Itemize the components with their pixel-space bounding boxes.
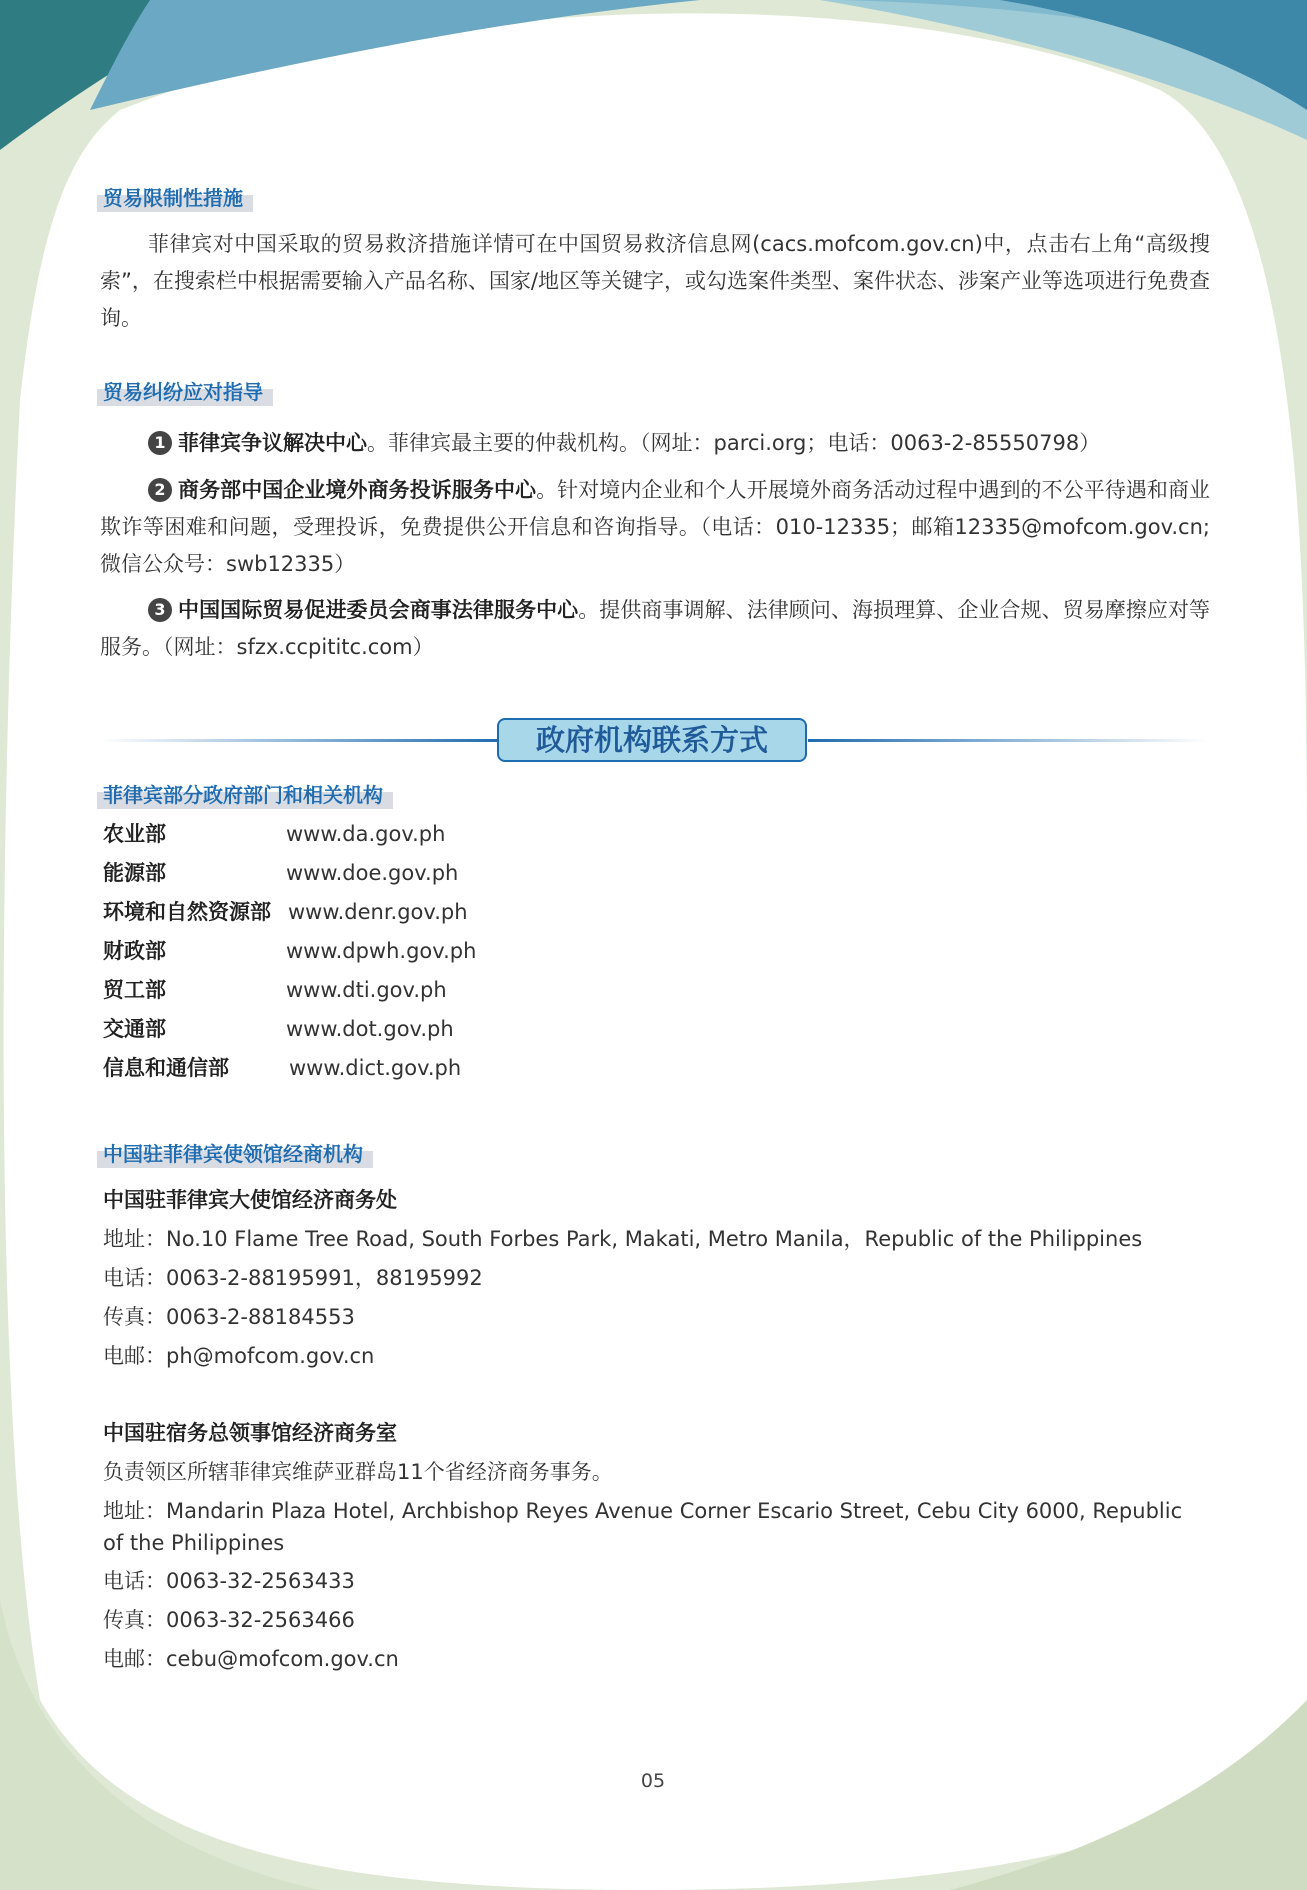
department-url: www.denr.gov.ph	[288, 900, 468, 924]
dispute-item-text: 。针对境内企业和个人开展境外商务活动过程中遇到的不公平待遇和商业欺诈等困难和问题，受理投诉，免费提供公开信息和咨询指导。（电话：010-12335；邮箱12335@mofcom.gov.cn; 微信公众号：swb12335）	[100, 478, 1211, 576]
department-url: www.dot.gov.ph	[286, 1017, 454, 1041]
consulate-address: 地址：Mandarin Plaza Hotel, Archbishop Reyes Avenue Corner Escario Street, Cebu City 6000, Republic of the Philippines	[103, 1499, 1183, 1555]
trade-restriction-text: 菲律宾对中国采取的贸易救济措施详情可在中国贸易救济信息网(cacs.mofcom.gov.cn)中，点击右上角“高级搜索”，在搜索栏中根据需要输入产品名称、国家/地区等关键字，或勾选案件类型、案件状态、涉案产业等选项进行免费查询。	[100, 232, 1210, 330]
department-name: 农业部	[103, 822, 166, 846]
departments-heading: 菲律宾部分政府部门和相关机构	[97, 781, 393, 809]
dispute-item-text: 。菲律宾最主要的仲裁机构。（网址：parci.org；电话：0063-2-85550798）	[367, 431, 1101, 455]
department-url: www.dict.gov.ph	[289, 1056, 462, 1080]
department-url: www.dpwh.gov.ph	[286, 939, 477, 963]
contacts-banner: 政府机构联系方式	[497, 718, 807, 762]
dispute-item-2	[100, 472, 1210, 583]
dispute-item-text: 。提供商事调解、法律顾问、海损理算、企业合规、贸易摩擦应对等服务。（网址：sfzx.ccpititc.com）	[100, 598, 1211, 659]
trade-restriction-heading: 贸易限制性措施	[97, 184, 253, 212]
dispute-item-title: 菲律宾争议解决中心	[178, 431, 367, 455]
embassy-address: 地址：No.10 Flame Tree Road, South Forbes Park, Makati, Metro Manila，Republic of the Philippines	[103, 1227, 1143, 1251]
embassy-phone: 电话：0063-2-88195991，88195992	[103, 1266, 483, 1290]
consulate-scope: 负责领区所辖菲律宾维萨亚群岛11个省经济商务事务。	[103, 1460, 613, 1484]
department-name: 信息和通信部	[103, 1056, 229, 1080]
page-number: 05	[640, 1770, 666, 1792]
embassy-email: 电邮：ph@mofcom.gov.cn	[103, 1344, 375, 1368]
number-badge: 1	[148, 431, 172, 455]
consulate-email: 电邮：cebu@mofcom.gov.cn	[103, 1647, 399, 1671]
consulate-name: 中国驻宿务总领事馆经济商务室	[103, 1421, 397, 1445]
dispute-item-title: 中国国际贸易促进委员会商事法律服务中心	[178, 598, 579, 622]
dispute-item-3	[100, 592, 1210, 666]
banner-line-right	[808, 739, 1208, 742]
embassy-name: 中国驻菲律宾大使馆经济商务处	[103, 1188, 397, 1212]
department-name: 贸工部	[103, 978, 166, 1002]
consulate-fax: 传真：0063-32-2563466	[103, 1608, 355, 1632]
number-badge: 2	[148, 478, 172, 502]
embassy-fax: 传真：0063-2-88184553	[103, 1305, 355, 1329]
department-name: 财政部	[103, 939, 166, 963]
department-url: www.dti.gov.ph	[286, 978, 447, 1002]
department-url: www.doe.gov.ph	[286, 861, 459, 885]
department-name: 能源部	[103, 861, 166, 885]
missions-heading: 中国驻菲律宾使领馆经商机构	[97, 1140, 373, 1168]
consulate-phone: 电话：0063-32-2563433	[103, 1569, 355, 1593]
banner-line-left	[100, 739, 500, 742]
department-name: 交通部	[103, 1017, 166, 1041]
department-url: www.da.gov.ph	[286, 822, 446, 846]
dispute-item-title: 商务部中国企业境外商务投诉服务中心	[178, 478, 537, 502]
dispute-guidance-heading: 贸易纠纷应对指导	[97, 378, 273, 406]
dispute-item-1	[100, 425, 1210, 462]
department-name: 环境和自然资源部	[103, 900, 271, 924]
number-badge: 3	[148, 598, 172, 622]
